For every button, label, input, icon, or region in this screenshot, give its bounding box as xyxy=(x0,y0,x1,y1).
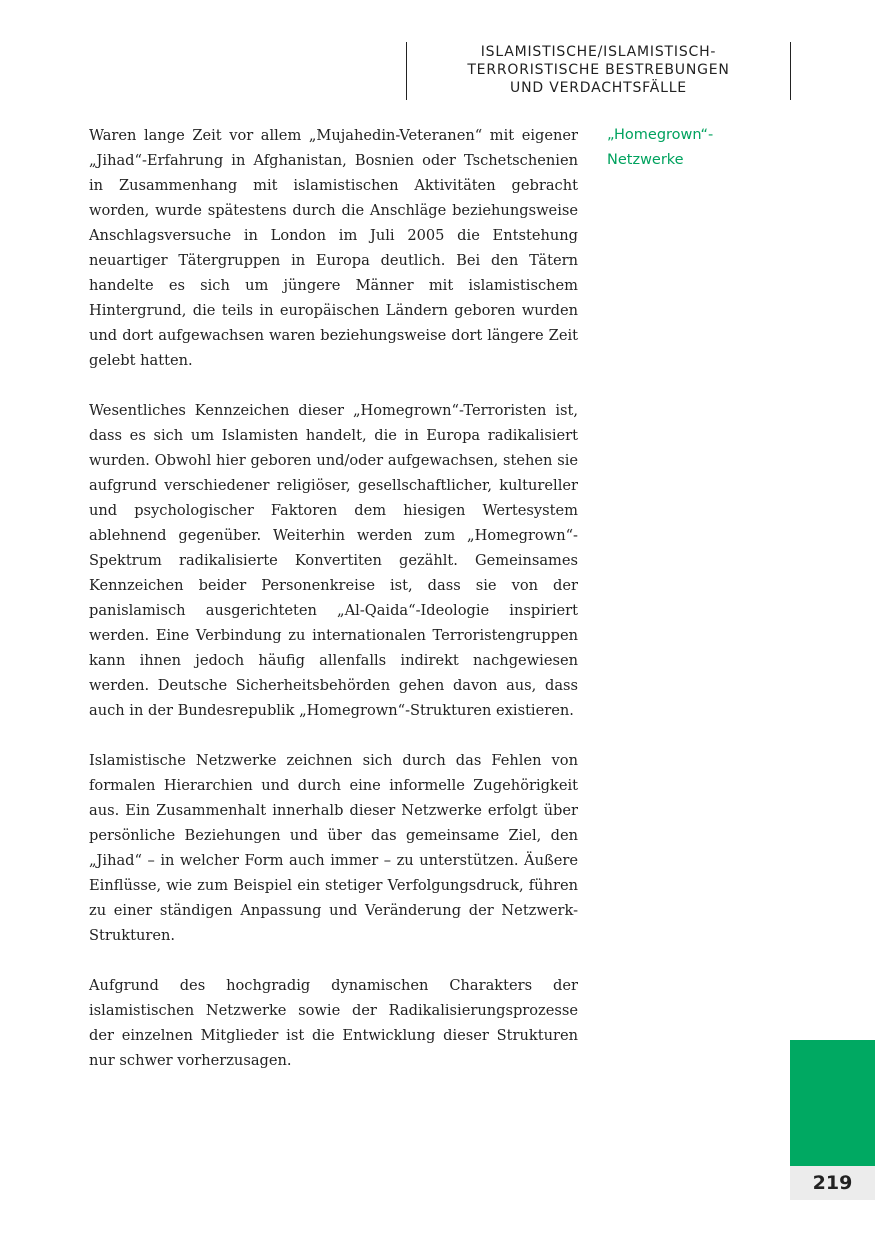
chapter-color-tab xyxy=(790,1040,875,1166)
paragraph: Islamistische Netzwerke zeichnen sich durch das Fehlen von formalen Hierarchien und durch eine informelle Zugehörigkeit aus. Ein Zusammenhalt innerhalb dieser Netzwerke erfolgt über persönliche Beziehungen und über das gemeinsame Ziel, den „Jihad“ – in welcher Form auch immer – zu unterstützen. Äußere Einflüsse, wie zum Beispiel ein stetiger Verfolgungsdruck, führen zu einer ständigen Anpassung und Veränderung der Netzwerk-Strukturen. xyxy=(89,752,578,944)
running-head-line-1: ISLAMISTISCHE/ISLAMISTISCH- xyxy=(480,44,717,60)
margin-sidenote xyxy=(607,123,767,173)
paragraph: Aufgrund des hochgradig dynamischen Charakters der islamistischen Netzwerke sowie der Radikalisierungsprozesse der einzelnen Mitglieder ist die Entwicklung dieser Strukturen nur schwer vorherzusagen. xyxy=(89,977,578,1069)
paragraph: Waren lange Zeit vor allem „Mujahedin-Veteranen“ mit eigener „Jihad“-Erfahrung in Afghanistan, Bosnien oder Tschetschenien in Zusammenhang mit islamistischen Aktivitäten gebracht worden, wurde spätestens durch die Anschläge beziehungsweise Anschlagsversuche in London im Juli 2005 die Entstehung neuartiger Tätergruppen in Europa deutlich. Bei den Tätern handelte es sich um jüngere Männer mit islamistischem Hintergrund, die teils in europäischen Ländern geboren wurden und dort aufgewachsen waren beziehungsweise dort längere Zeit gelebt hatten. xyxy=(89,127,578,369)
header-divider-right xyxy=(790,42,791,100)
paragraph: Wesentliches Kennzeichen dieser „Homegrown“-Terroristen ist, dass es sich um Islamisten handelt, die in Europa radikalisiert wurden. Obwohl hier geboren und/oder aufgewachsen, stehen sie aufgrund verschiedener religiöser, gesellschaftlicher, kultureller und psychologischer Faktoren dem hiesigen Wertesystem ablehnend gegenüber. Weiterhin werden zum „Homegrown“-Spektrum radikalisierte Konvertiten gezählt. Gemeinsames Kennzeichen beider Personenkreise ist, dass sie von der panislamisch ausgerichteten „Al-Qaida“-Ideologie inspiriert werden. Eine Verbindung zu internationalen Terroristengruppen kann ihnen jedoch häufig allenfalls indirekt nachgewiesen werden. Deutsche Sicherheitsbehörden gehen davon aus, dass auch in der Bundesrepublik „Homegrown“-Strukturen existieren. xyxy=(89,402,578,719)
sidenote-line-2: Netzwerke xyxy=(607,152,684,168)
running-head-line-2: TERRORISTISCHE BESTREBUNGEN xyxy=(467,62,730,78)
running-head xyxy=(407,43,790,97)
sidenote-line-1: „Homegrown“- xyxy=(607,127,714,143)
body-text xyxy=(89,123,578,1098)
page-number: 219 xyxy=(812,1172,853,1194)
running-head-line-3: UND VERDACHTSFÄLLE xyxy=(510,80,687,96)
